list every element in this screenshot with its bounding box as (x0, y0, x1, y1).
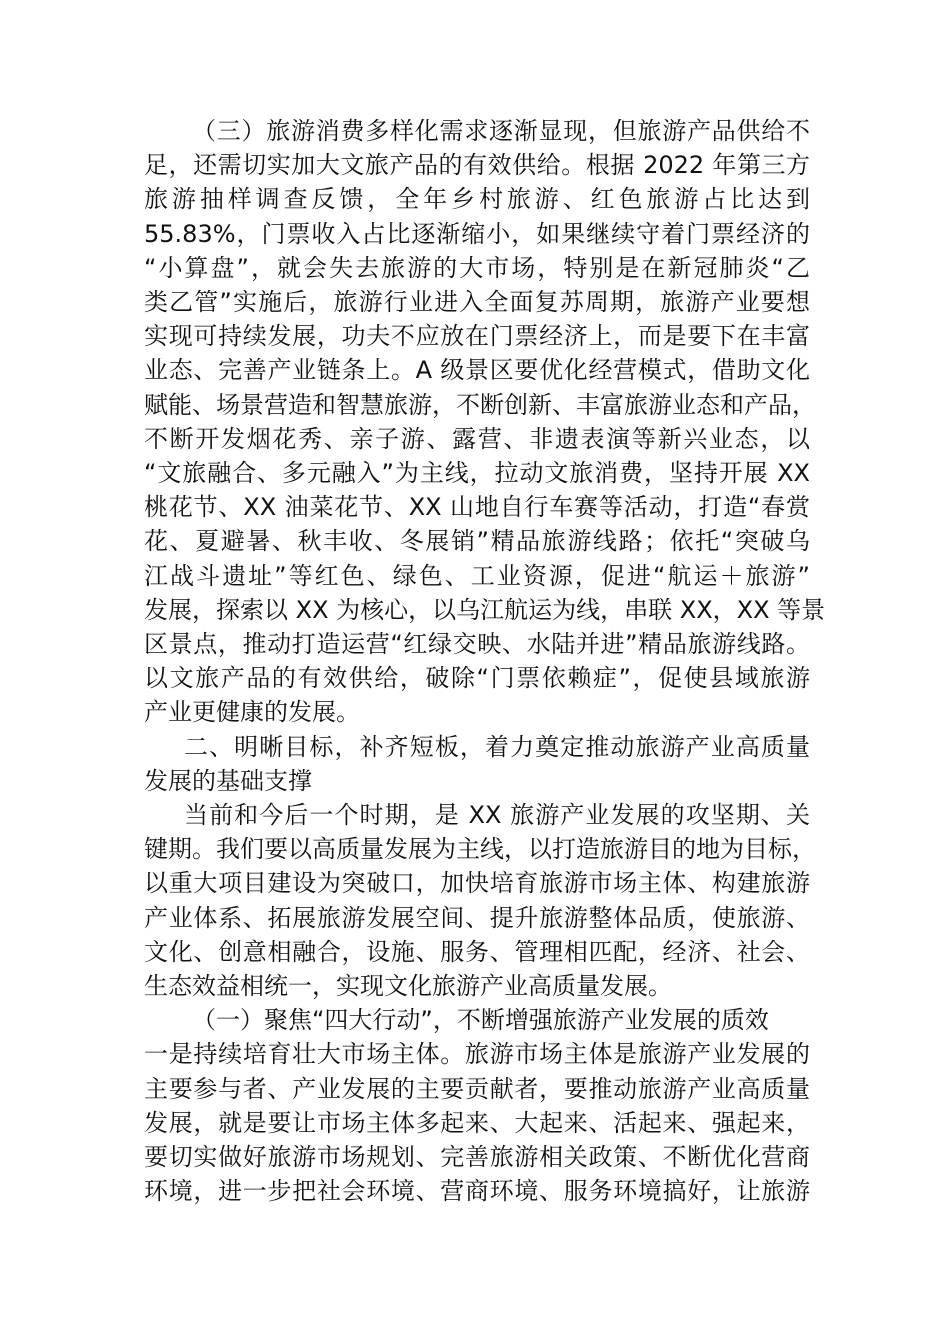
heading-section-two (144, 730, 810, 798)
text-line: 不断开发烟花秀、亲子游、露营、非遗表演等新兴业态，以 (144, 424, 810, 453)
text-line: 键期。我们要以高质量发展为主线，以打造旅游目的地为目标， (144, 835, 816, 864)
text-line: “文旅融合、多元融入”为主线，拉动文旅消费，坚持开展 XX (144, 459, 810, 488)
text-line: 类乙管”实施后，旅游行业进入全面复苏周期，旅游产业要想 (144, 288, 810, 317)
text-line: 发展，探索以 XX 为核心，以乌江航运为线，串联 XX，XX 等景 (144, 595, 826, 624)
text-line: 区景点，推动打造运营“红绿交映、水陆并进”精品旅游线路。 (144, 630, 810, 659)
subheading-line: （一）聚焦“四大行动”，不断增强旅游产业发展的质效 (192, 1006, 769, 1035)
text-line: 一是持续培育壮大市场主体。旅游市场主体是旅游产业发展的 (144, 1040, 810, 1069)
text-line: 实现可持续发展，功夫不应放在门票经济上，而是要下在丰富 (144, 322, 810, 351)
text-line: 产业体系、拓展旅游发展空间、提升旅游整体品质，使旅游、 (144, 903, 810, 932)
paragraph-section-three (144, 114, 826, 730)
paragraph-current-period (144, 798, 816, 1003)
text-line: 主要参与者、产业发展的主要贡献者，要推动旅游产业高质量 (144, 1074, 810, 1103)
text-line: 当前和今后一个时期，是 XX 旅游产业发展的攻坚期、关 (184, 801, 810, 830)
text-line: 江战斗遗址”等红色、绿色、工业资源，促进“航运＋旅游” (144, 561, 810, 590)
heading-line: 二、明晰目标，补齐短板，着力奠定推动旅游产业高质量 (184, 732, 810, 761)
paragraph-market-entities (144, 1037, 810, 1208)
document-body (144, 114, 826, 1209)
subheading-four-actions (144, 1003, 810, 1037)
text-line: 55.83%，门票收入占比逐渐缩小，如果继续守着门票经济的 (144, 219, 810, 248)
text-line: 足，还需切实加大文旅产品的有效供给。根据 2022 年第三方 (144, 151, 810, 180)
text-line: “小算盘”，就会失去旅游的大市场，特别是在新冠肺炎“乙 (144, 253, 810, 282)
text-line: 要切实做好旅游市场规划、完善旅游相关政策、不断优化营商 (144, 1143, 810, 1172)
text-line: 以重大项目建设为突破口，加快培育旅游市场主体、构建旅游 (144, 869, 810, 898)
text-line: 产业更健康的发展。 (144, 698, 360, 727)
text-line: 业态、完善产业链条上。A 级景区要优化经营模式，借助文化 (144, 356, 810, 385)
heading-line: 发展的基础支撑 (144, 766, 312, 795)
text-line: 旅游抽样调查反馈，全年乡村旅游、红色旅游占比达到 (144, 185, 810, 214)
text-line: 花、夏避暑、秋丰收、冬展销”精品旅游线路；依托“突破乌 (144, 527, 810, 556)
text-line: 文化、创意相融合，设施、服务、管理相匹配，经济、社会、 (144, 937, 810, 966)
text-line: 以文旅产品的有效供给，破除“门票依赖症”，促使县域旅游 (144, 664, 810, 693)
text-line: 赋能、场景营造和智慧旅游，不断创新、丰富旅游业态和产品， (144, 390, 816, 419)
text-line: 发展，就是要让市场主体多起来、大起来、活起来、强起来， (144, 1108, 810, 1137)
text-line: 生态效益相统一，实现文化旅游产业高质量发展。 (144, 972, 672, 1001)
text-line: （三）旅游消费多样化需求逐渐显现，但旅游产品供给不 (192, 117, 810, 145)
text-line: 环境，进一步把社会环境、营商环境、服务环境搞好，让旅游 (144, 1177, 810, 1206)
text-line: 桃花节、XX 油菜花节、XX 山地自行车赛等活动，打造“春赏 (144, 493, 810, 522)
